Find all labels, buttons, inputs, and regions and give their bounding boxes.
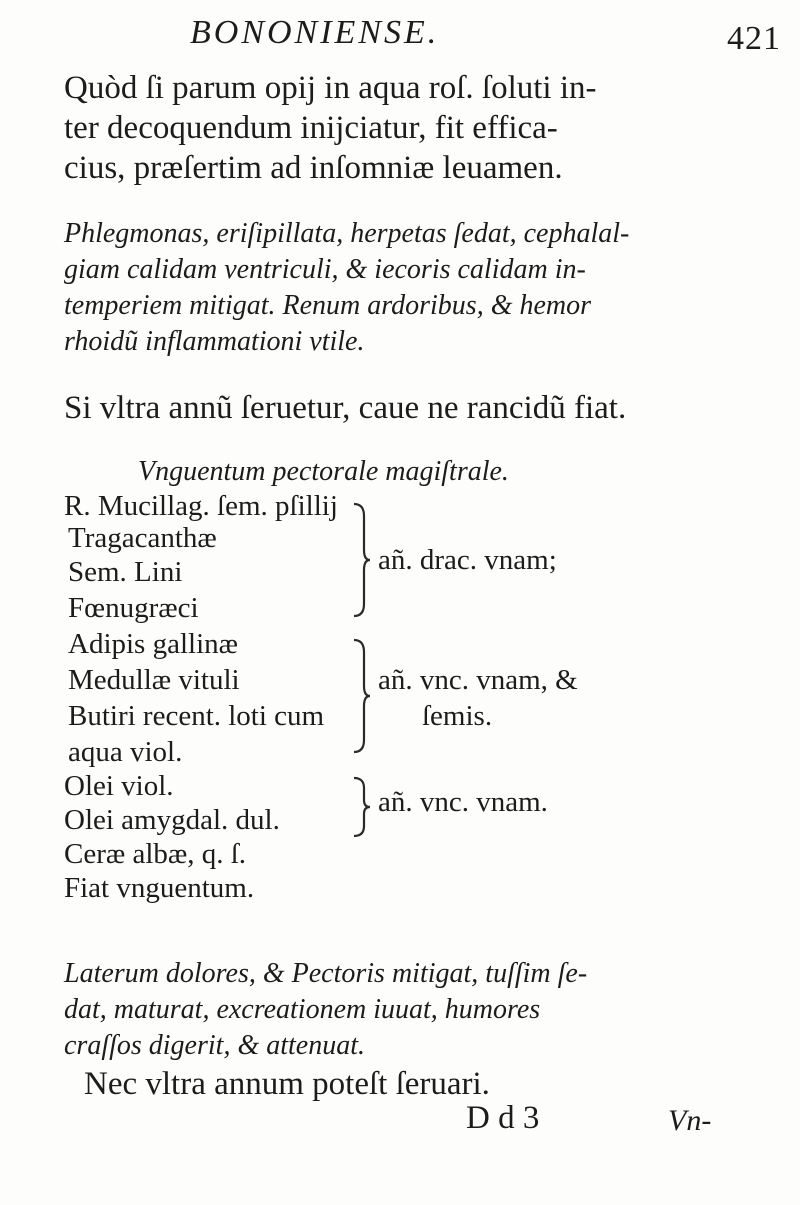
recipe-line-1: R. Mucillag. ſem. pſillij bbox=[64, 490, 338, 522]
running-head: BONONIENSE. bbox=[190, 14, 440, 51]
catchword: Vn- bbox=[668, 1104, 712, 1137]
recipe-title: Vnguentum pectorale magiſtrale. bbox=[138, 456, 509, 487]
paragraph4-line3: craſſos digerit, & attenuat. bbox=[64, 1030, 365, 1061]
paragraph4-line2: dat, maturat, excreationem iuuat, humores bbox=[64, 994, 541, 1025]
paragraph2-line3: temperiem mitigat. Renum ardoribus, & hemor bbox=[64, 290, 592, 321]
recipe-line-7: Butiri recent. loti cum bbox=[68, 700, 325, 732]
paragraph1-line3: cius, præſertim ad inſomniæ leuamen. bbox=[64, 150, 563, 186]
paragraph2-line4: rhoidũ inflammationi vtile. bbox=[64, 326, 365, 357]
signature-mark: D d 3 bbox=[466, 1100, 540, 1136]
page-number: 421 bbox=[727, 20, 781, 57]
recipe-line-9: Olei viol. bbox=[64, 770, 174, 802]
recipe-line-3: Sem. Lini bbox=[68, 556, 183, 588]
brace-group-1 bbox=[350, 500, 364, 620]
paragraph5: Nec vltra annum poteſt ſeruari. bbox=[84, 1066, 490, 1102]
recipe-line-2: Tragacanthæ bbox=[68, 522, 217, 554]
paragraph2-line1: Phlegmonas, eriſipillata, herpetas ſedat, cephalal- bbox=[64, 218, 630, 249]
brace-group-2 bbox=[350, 636, 364, 756]
recipe-line-4: Fœnugræci bbox=[68, 592, 199, 624]
paragraph3: Si vltra annũ ſeruetur, caue ne rancidũ fiat. bbox=[64, 390, 627, 426]
paragraph2-line2: giam calidam ventriculi, & iecoris calidam in- bbox=[64, 254, 586, 285]
recipe-line-10: Olei amygdal. dul. bbox=[64, 804, 280, 836]
recipe-line-12: Fiat vnguentum. bbox=[64, 872, 255, 904]
paragraph1-line1: Quòd ſi parum opij in aqua roſ. ſoluti in- bbox=[64, 70, 597, 106]
recipe-line-11: Ceræ albæ, q. ſ. bbox=[64, 838, 247, 870]
paragraph4-line1: Laterum dolores, & Pectoris mitigat, tuſſim ſe- bbox=[64, 958, 588, 989]
paragraph1-line2: ter decoquendum inijciatur, fit effica- bbox=[64, 110, 558, 146]
recipe-line-8: aqua viol. bbox=[68, 736, 183, 768]
group-3-quantity: añ. vnc. vnam. bbox=[378, 786, 548, 818]
recipe-line-5: Adipis gallinæ bbox=[68, 628, 238, 660]
brace-group-3 bbox=[350, 774, 364, 840]
recipe-line-6: Medullæ vituli bbox=[68, 664, 240, 696]
group-2-quantity-cont: ſemis. bbox=[422, 700, 493, 732]
group-1-quantity: añ. drac. vnam; bbox=[378, 544, 557, 576]
group-2-quantity: añ. vnc. vnam, & bbox=[378, 664, 578, 696]
